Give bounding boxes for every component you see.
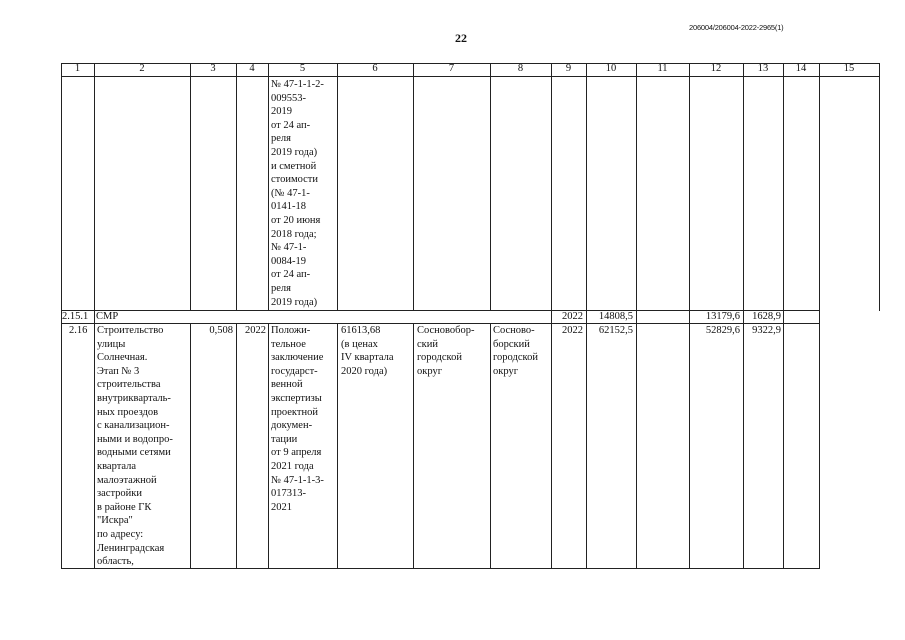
header-col-9: 9 [565,63,572,74]
data-table [61,63,880,569]
row-216-col9: 2022 [562,325,583,336]
header-col-7: 7 [448,63,455,74]
header-col-15: 15 [843,63,855,74]
smr-row-col9: 2022 [562,311,583,322]
header-col-13: 13 [757,63,769,74]
col-line-2b [190,323,191,569]
header-col-4: 4 [249,63,255,74]
col-line-13 [783,63,784,569]
header-col-14: 14 [795,63,807,74]
header-col-1: 1 [74,63,81,74]
row-216-name: Строительство улицы Солнечная. Этап № 3 строительства внутриквартaль- ных проездов с канализацион- ными и водопро- водными сетями квартала малоэтажной застройки в районе ГК "Искра" по адресу: Ленинградская область, [97,325,173,568]
col-line-14 [819,63,820,569]
smr-row-col13: 1628,9 [752,311,781,322]
col-line-4 [268,63,269,311]
col-line-3b [236,323,237,569]
row-216-col7: Сосновобор- ский городской округ [417,325,475,377]
header-col-10: 10 [605,63,617,74]
header-col-2: 2 [139,63,145,74]
header-col-6: 6 [372,63,378,74]
col-line-7b [490,323,491,569]
row-216-col4: 2022 [245,325,266,336]
col-line-6 [413,63,414,311]
header-col-12: 12 [710,63,722,74]
header-separator [61,76,880,77]
header-col-8: 8 [517,63,524,74]
header-col-11: 11 [657,63,668,74]
col-line-10 [636,63,637,569]
col-line-2 [190,63,191,311]
col-line-3 [236,63,237,311]
row-216-col12: 52829,6 [705,325,740,336]
header-col-5: 5 [299,63,306,74]
smr-row-name: СМР [96,311,119,322]
document-code: 206004/206004-2022-2965(1) [689,23,784,32]
row-216-col5: Положи- тельное заключение государст- венной экспертизы проектной докумен- тации от 9 апреля 2021 года № 47-1-1-3- 017313- 2021 [271,325,324,513]
col-line-5 [337,63,338,311]
page-number: 22 [455,31,467,45]
col-line-15 [879,63,880,311]
row-216-col13: 9322,9 [752,325,781,336]
smr-row-id: 2.15.1 [62,311,89,322]
row-216-col10: 62152,5 [598,325,633,336]
smr-row-col10: 14808,5 [598,311,633,322]
col-line-1 [94,63,95,569]
col-line-7 [490,63,491,311]
col-line-5b [337,323,338,569]
row-216-id: 2.16 [69,325,88,336]
row-216-col3: 0,508 [209,325,233,336]
continuation-col5: № 47-1-1-2- 009553- 2019 от 24 ап- реля 2019 года) и сметной стоимости (№ 47-1- 0141-18 от 20 июня 2018 года; № 47-1- 0084-19 от 24 ап- реля 2019 года) [271,79,324,308]
col-line-4b [268,323,269,569]
header-col-3: 3 [210,63,216,74]
row-216-col6: 61613,68 (в ценах IV квартала 2020 года) [341,325,394,377]
smr-row-col12: 13179,6 [705,311,740,322]
col-line-6b [413,323,414,569]
row-216-col8: Сосново- борский городской округ [493,325,538,377]
